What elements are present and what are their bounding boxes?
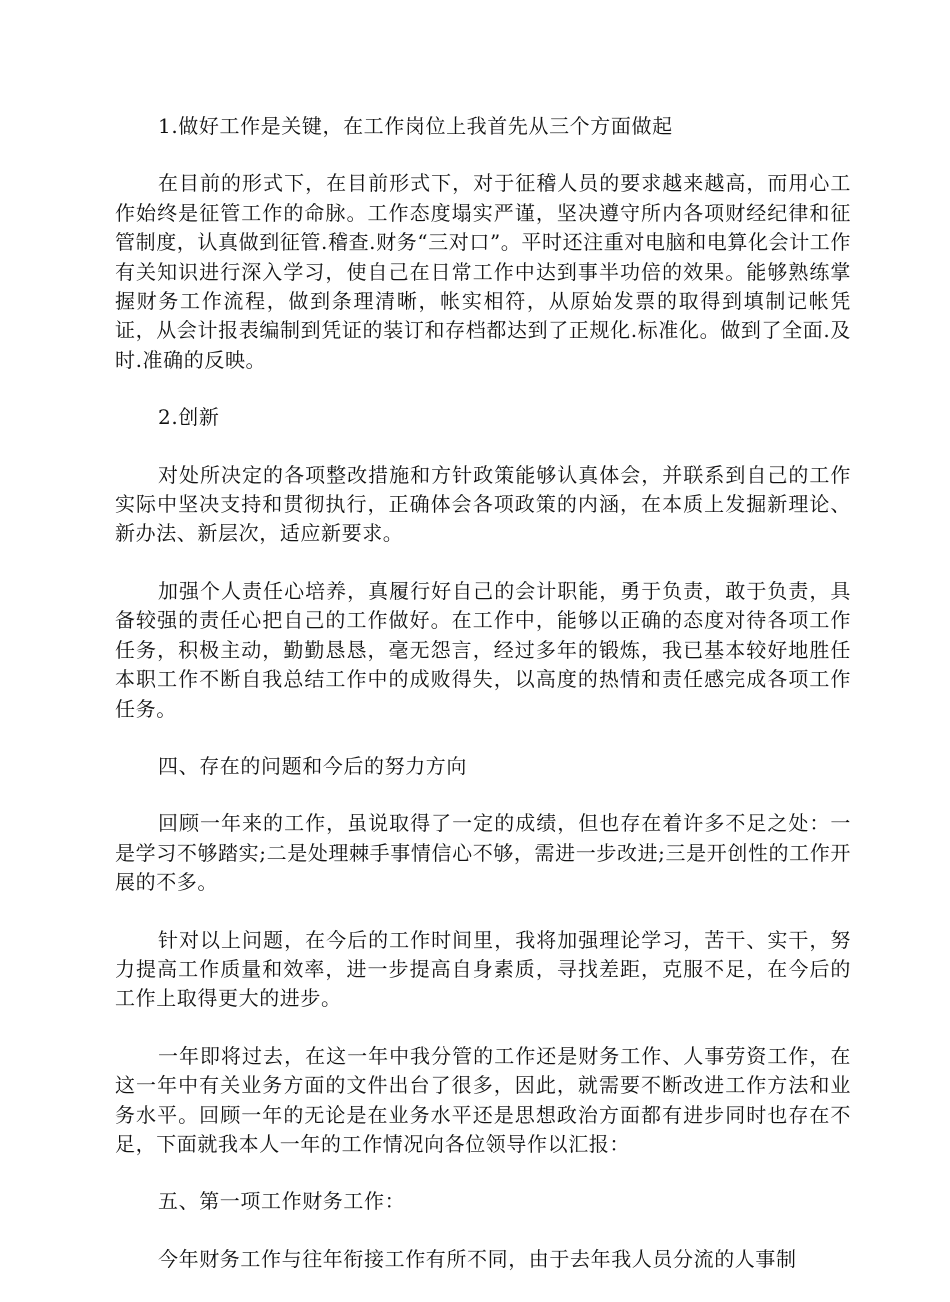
- paragraph: 一年即将过去，在这一年中我分管的工作还是财务工作、人事劳资工作，在这一年中有关业务方面的文件出台了很多，因此，就需要不断改进工作方法和业务水平。回顾一年的无论是在业务水平还是思想政治方面都有进步同时也存在不足，下面就我本人一年的工作情况向各位领导作以汇报：: [115, 1043, 851, 1156]
- paragraph: 今年财务工作与往年衔接工作有所不同，由于去年我人员分流的人事制: [158, 1246, 797, 1271]
- paragraph: 对处所决定的各项整改措施和方针政策能够认真体会，并联系到自己的工作实际中坚决支持和贯彻执行，正确体会各项政策的内涵，在本质上发掘新理论、新办法、新层次，适应新要求。: [115, 462, 851, 546]
- paragraph: 加强个人责任心培养，真履行好自己的会计职能，勇于负责，敢于负责，具备较强的责任心把自己的工作做好。在工作中，能够以正确的态度对待各项工作任务，积极主动，勤勤恳恳，毫无怨言，经过多年的锻炼，我已基本较好地胜任本职工作不断自我总结工作中的成败得失，以高度的热情和责任感完成各项工作任务。: [115, 578, 851, 721]
- paragraph: 在目前的形式下，在目前形式下，对于征稽人员的要求越来越高，而用心工作始终是征管工作的命脉。工作态度塌实严谨，坚决遵守所内各项财经纪律和征管制度，认真做到征管.稽查.财务“三对口”。平时还注重对电脑和电算化会计工作有关知识进行深入学习，使自己在日常工作中达到事半功倍的效果。能够熟练掌握财务工作流程，做到条理清晰，帐实相符，从原始发票的取得到填制记帐凭证，从会计报表编制到凭证的装订和存档都达到了正规化.标准化。做到了全面.及时.准确的反映。: [115, 171, 851, 372]
- paragraph: 针对以上问题，在今后的工作时间里，我将加强理论学习，苦干、实干，努力提高工作质量和效率，进一步提高自身素质，寻找差距，克服不足，在今后的工作上取得更大的进步。: [115, 927, 851, 1011]
- section-heading-4: 四、存在的问题和今后的努力方向: [158, 753, 467, 778]
- paragraph-heading-2: 2.创新: [158, 405, 220, 430]
- section-heading-5: 五、第一项工作财务工作：: [158, 1189, 406, 1214]
- paragraph: 回顾一年来的工作，虽说取得了一定的成绩，但也存在着许多不足之处：一是学习不够踏实;二是处理棘手事情信心不够，需进一步改进;三是开创性的工作开展的不多。: [115, 811, 851, 895]
- paragraph-heading-1: 1.做好工作是关键，在工作岗位上我首先从三个方面做起: [158, 114, 673, 138]
- document-body: [115, 112, 851, 1302]
